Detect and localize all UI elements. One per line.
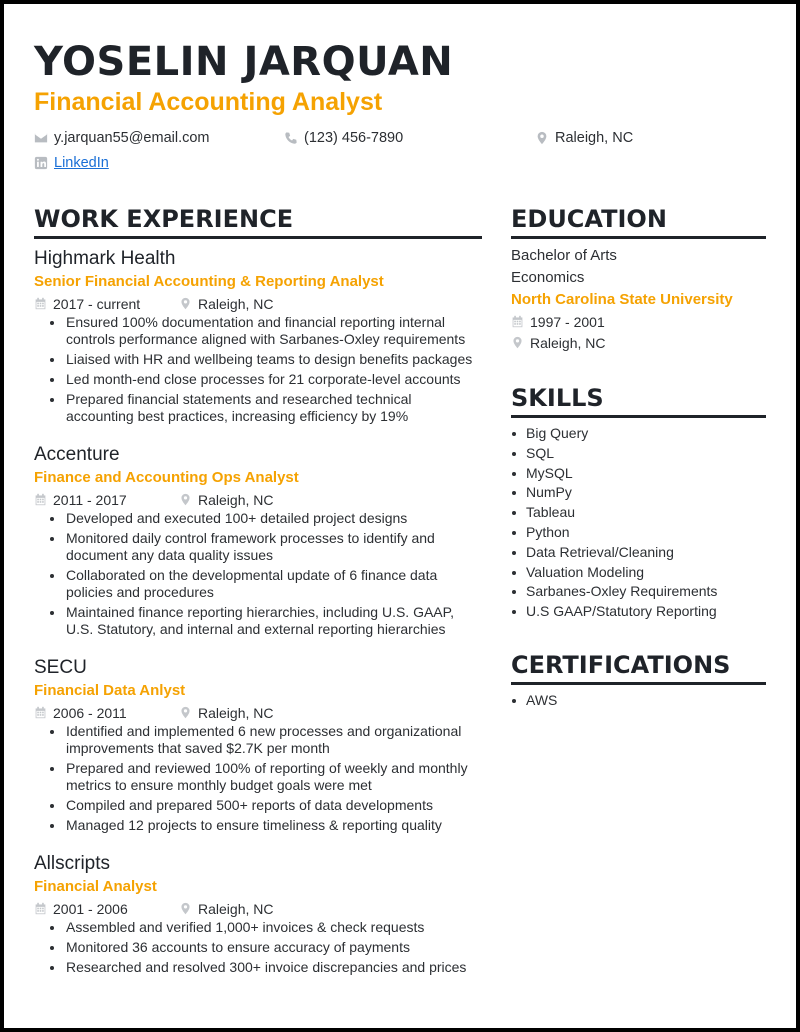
school-name: North Carolina State University: [511, 291, 733, 308]
company-name: Accenture: [34, 444, 120, 465]
linkedin-icon: [34, 156, 48, 170]
certifications-list: [511, 691, 766, 711]
list-item: Valuation Modeling: [511, 563, 766, 583]
contact-info: [34, 128, 770, 182]
skills-section: [511, 383, 766, 622]
contact-linkedin: [34, 153, 109, 173]
contact-email: [34, 128, 210, 148]
job-meta: [34, 489, 482, 510]
list-item: Big Query: [511, 424, 766, 444]
list-item: AWS: [511, 691, 766, 711]
email-text[interactable]: y.jarquan55@email.com: [54, 130, 210, 146]
job-location: Raleigh, NC: [198, 295, 274, 312]
calendar-icon: [34, 297, 47, 310]
map-pin-icon: [511, 336, 524, 349]
list-item: U.S GAAP/Statutory Reporting: [511, 602, 766, 622]
location-text: Raleigh, NC: [555, 130, 634, 146]
list-item: Assembled and verified 1,000+ invoices & check requests: [48, 919, 482, 936]
map-pin-icon: [179, 706, 192, 719]
job-role: Financial Data Anlyst: [34, 682, 186, 699]
list-item: Identified and implemented 6 new processes and organizational improvements that saved $2.7K per month: [48, 723, 482, 757]
list-item: Python: [511, 523, 766, 543]
major: Economics: [511, 269, 585, 286]
job-location: Raleigh, NC: [198, 704, 274, 721]
degree: Bachelor of Arts: [511, 247, 617, 264]
list-item: Monitored daily control framework processes to identify and document any data quality issues: [48, 530, 482, 564]
job-entry: [34, 656, 482, 834]
contact-phone: [284, 128, 403, 148]
phone-text[interactable]: (123) 456-7890: [304, 130, 404, 146]
job-bullets: [34, 510, 482, 638]
calendar-icon: [34, 902, 47, 915]
job-dates: 2011 - 2017: [53, 491, 127, 508]
list-item: MySQL: [511, 464, 766, 484]
company-name: Highmark Health: [34, 248, 176, 269]
list-item: Led month-end close processes for 21 corporate-level accounts: [48, 371, 482, 388]
job-location: Raleigh, NC: [198, 900, 274, 917]
calendar-icon: [34, 493, 47, 506]
map-pin-icon: [179, 902, 192, 915]
job-dates: 2006 - 2011: [53, 704, 127, 721]
job-dates: 2017 - current: [53, 295, 141, 312]
job-bullets: [34, 723, 482, 834]
job-entry: [34, 247, 482, 425]
list-item: Liaised with HR and wellbeing teams to design benefits packages: [48, 351, 482, 368]
skills-list: [511, 424, 766, 622]
work-experience-section: [34, 204, 482, 979]
list-item: Data Retrieval/Cleaning: [511, 543, 766, 563]
candidate-name: YOSELIN JARQUAN: [34, 39, 454, 85]
certifications-section: [511, 650, 766, 711]
education-dates-text: 1997 - 2001: [530, 313, 605, 330]
job-bullets: [34, 919, 482, 976]
envelope-icon: [34, 131, 48, 145]
list-item: Compiled and prepared 500+ reports of data developments: [48, 797, 482, 814]
certifications-heading: CERTIFICATIONS: [511, 650, 766, 685]
list-item: Prepared and reviewed 100% of reporting of weekly and monthly metrics to ensure monthly budget goals were met: [48, 760, 482, 794]
resume-header: [34, 38, 770, 182]
candidate-title: Financial Accounting Analyst: [34, 88, 383, 116]
education-location: [511, 332, 766, 353]
list-item: Maintained finance reporting hierarchies, including U.S. GAAP, U.S. Statutory, and internal and external reporting hierarchies: [48, 604, 482, 638]
list-item: NumPy: [511, 483, 766, 503]
job-location: Raleigh, NC: [198, 491, 274, 508]
calendar-icon: [511, 315, 524, 328]
list-item: Researched and resolved 300+ invoice discrepancies and prices: [48, 959, 482, 976]
list-item: Prepared financial statements and researched technical accounting best practices, increasing efficiency by 19%: [48, 391, 482, 425]
job-role: Financial Analyst: [34, 878, 157, 895]
map-pin-icon: [179, 297, 192, 310]
linkedin-link[interactable]: LinkedIn: [54, 155, 109, 171]
company-name: Allscripts: [34, 853, 111, 874]
list-item: Managed 12 projects to ensure timeliness & reporting quality: [48, 817, 482, 834]
list-item: Ensured 100% documentation and financial reporting internal controls performance aligned with Sarbanes-Oxley requirements: [48, 314, 482, 348]
work-experience-heading: WORK EXPERIENCE: [34, 204, 482, 239]
education-section: [511, 204, 766, 353]
list-item: Collaborated on the developmental update of 6 finance data policies and procedures: [48, 567, 482, 601]
job-role: Finance and Accounting Ops Analyst: [34, 469, 299, 486]
job-meta: [34, 898, 482, 919]
job-bullets: [34, 314, 482, 425]
phone-icon: [284, 131, 298, 145]
job-entry: [34, 852, 482, 976]
job-meta: [34, 702, 482, 723]
education-dates: [511, 311, 766, 332]
company-name: SECU: [34, 657, 87, 678]
job-dates: 2001 - 2006: [53, 900, 128, 917]
job-role: Senior Financial Accounting & Reporting Analyst: [34, 273, 384, 290]
job-entry: [34, 443, 482, 638]
list-item: Developed and executed 100+ detailed project designs: [48, 510, 482, 527]
list-item: SQL: [511, 444, 766, 464]
job-meta: [34, 293, 482, 314]
map-pin-icon: [179, 493, 192, 506]
contact-location: [535, 128, 633, 148]
list-item: Sarbanes-Oxley Requirements: [511, 582, 766, 602]
education-location-text: Raleigh, NC: [530, 334, 606, 351]
calendar-icon: [34, 706, 47, 719]
sidebar: [511, 204, 766, 711]
skills-heading: SKILLS: [511, 383, 766, 418]
list-item: Tableau: [511, 503, 766, 523]
map-pin-icon: [535, 131, 549, 145]
list-item: Monitored 36 accounts to ensure accuracy of payments: [48, 939, 482, 956]
education-heading: EDUCATION: [511, 204, 766, 239]
